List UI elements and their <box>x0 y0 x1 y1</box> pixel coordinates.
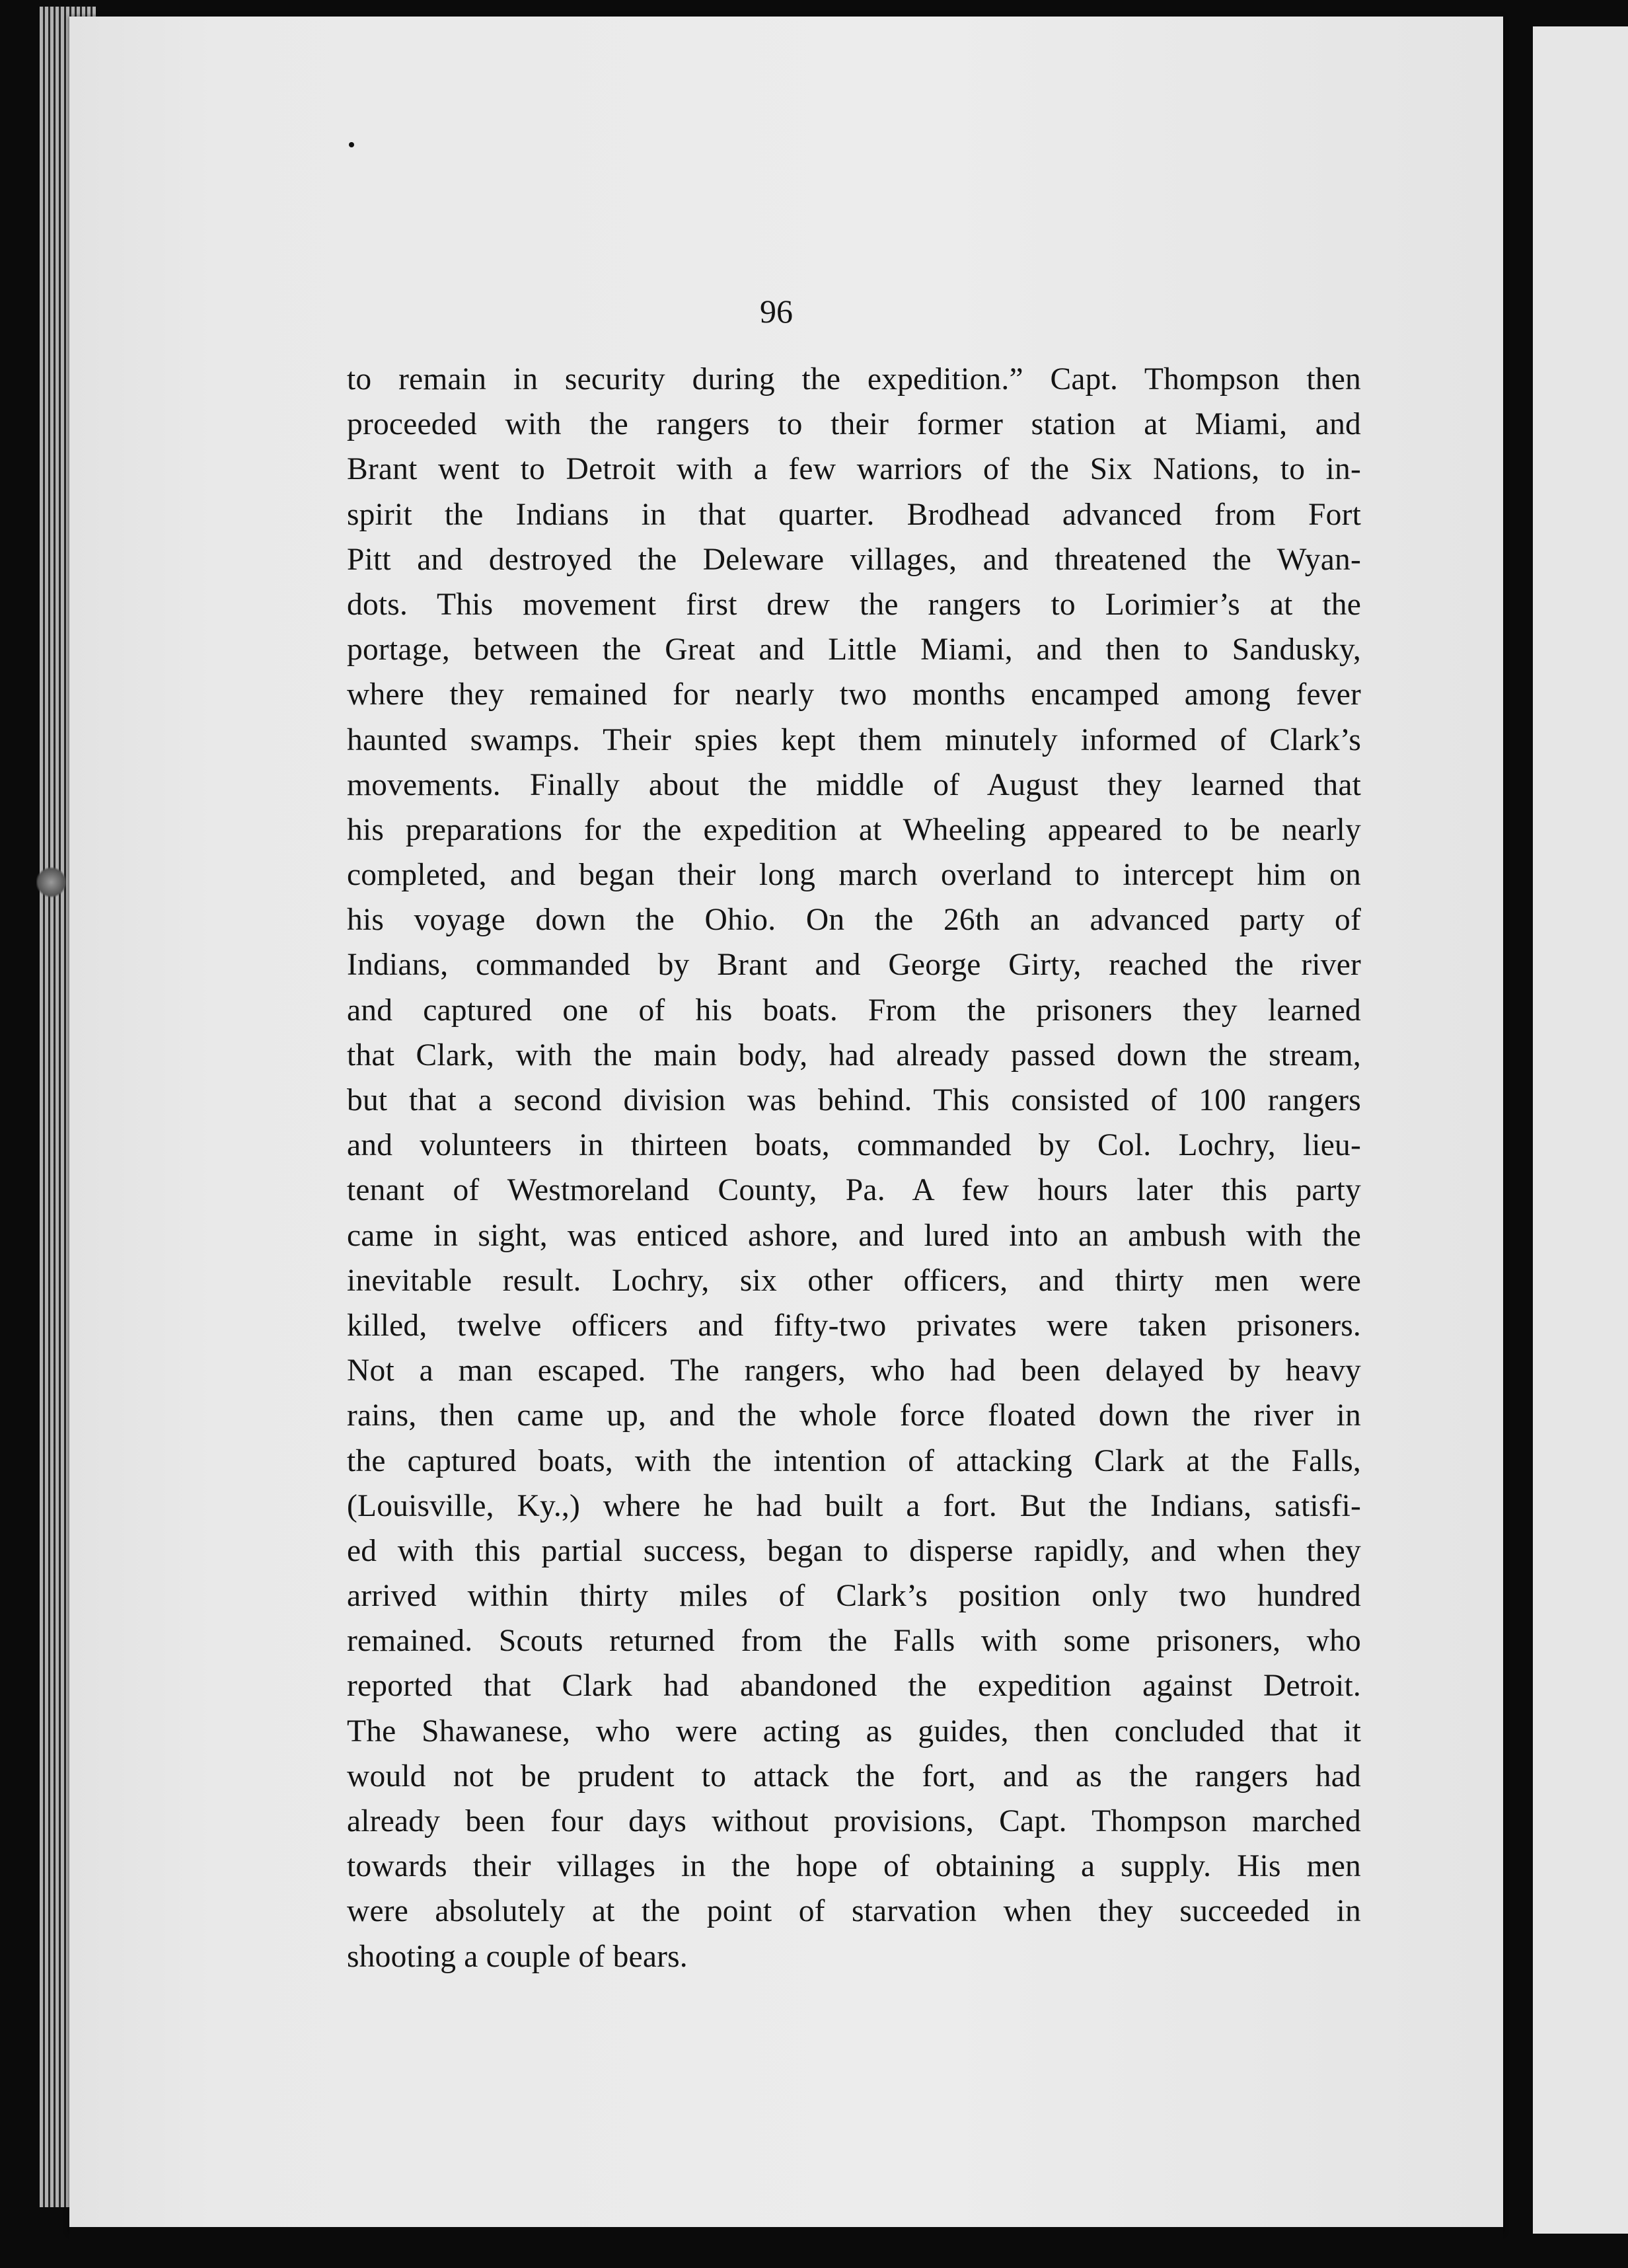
page-bottom-edge <box>69 2227 1503 2247</box>
text-line: movements. Finally about the middle of August they learned that <box>347 767 1361 802</box>
text-line: his voyage down the Ohio. On the 26th an advanced party of <box>347 903 1361 938</box>
text-line: dots. This movement first drew the rangers to Lorimier’s at the <box>347 587 1361 622</box>
text-line: his preparations for the expedition at Wheeling appeared to be nearly <box>347 812 1361 847</box>
text-line: towards their villages in the hope of obtaining a supply. His men <box>347 1849 1361 1884</box>
text-line: (Louisville, Ky.,) where he had built a fort. But the Indians, satisfi- <box>347 1488 1361 1523</box>
text-line: tenant of Westmoreland County, Pa. A few hours later this party <box>347 1173 1361 1208</box>
margin-blemish <box>36 866 66 899</box>
text-line: completed, and began their long march overland to intercept him on <box>347 858 1361 893</box>
text-line: would not be prudent to attack the fort, and as the rangers had <box>347 1758 1361 1794</box>
text-line: already been four days without provisions, Capt. Thompson marched <box>347 1804 1361 1838</box>
text-line: where they remained for nearly two months encamped among fever <box>347 677 1361 712</box>
text-line: haunted swamps. Their spies kept them minutely informed of Clark’s <box>347 722 1361 757</box>
text-line: that Clark, with the main body, had already passed down the stream, <box>347 1038 1361 1073</box>
text-line: to remain in security during the expedition.” Capt. Thompson then <box>347 362 1361 397</box>
text-line: but that a second division was behind. This consisted of 100 rangers <box>347 1083 1361 1117</box>
text-line: and volunteers in thirteen boats, commanded by Col. Lochry, lieu- <box>347 1128 1361 1163</box>
text-line: rains, then came up, and the whole force floated down the river in <box>347 1398 1361 1433</box>
text-line: proceeded with the rangers to their former station at Miami, and <box>347 407 1361 442</box>
text-line: killed, twelve officers and fifty-two privates were taken prisoners. <box>347 1308 1361 1343</box>
text-line: were absolutely at the point of starvation when they succeeded in <box>347 1894 1361 1929</box>
text-line: arrived within thirty miles of Clark’s position only two hundred <box>347 1579 1361 1614</box>
text-line: spirit the Indians in that quarter. Brodhead advanced from Fort <box>347 497 1361 532</box>
text-line: Brant went to Detroit with a few warriors of the Six Nations, to in- <box>347 452 1361 487</box>
text-line: inevitable result. Lochry, six other officers, and thirty men were <box>347 1263 1361 1298</box>
text-line: and captured one of his boats. From the prisoners they learned <box>347 993 1361 1028</box>
text-line: Not a man escaped. The rangers, who had been delayed by heavy <box>347 1353 1361 1388</box>
text-line: Pitt and destroyed the Deleware villages, and threatened the Wyan- <box>347 542 1361 577</box>
adjacent-page <box>1533 26 1628 2234</box>
text-line: Indians, commanded by Brant and George Girty, reached the river <box>347 948 1361 983</box>
dust-speck <box>349 142 354 147</box>
text-line: ed with this partial success, began to disperse rapidly, and when they <box>347 1533 1361 1568</box>
text-line: remained. Scouts returned from the Falls with some prisoners, who <box>347 1624 1361 1659</box>
text-line: shooting a couple of bears. <box>347 1939 688 1974</box>
fold-shadow <box>1513 0 1534 2268</box>
text-line: The Shawanese, who were acting as guides, then concluded that it <box>347 1714 1361 1749</box>
page-number: 96 <box>760 293 793 330</box>
text-line: portage, between the Great and Little Miami, and then to Sandusky, <box>347 632 1361 667</box>
text-line: reported that Clark had abandoned the expedition against Detroit. <box>347 1669 1361 1704</box>
body-text <box>347 293 1361 1979</box>
text-line: the captured boats, with the intention of attacking Clark at the Falls, <box>347 1443 1361 1478</box>
text-line: came in sight, was enticed ashore, and lured into an ambush with the <box>347 1218 1361 1253</box>
